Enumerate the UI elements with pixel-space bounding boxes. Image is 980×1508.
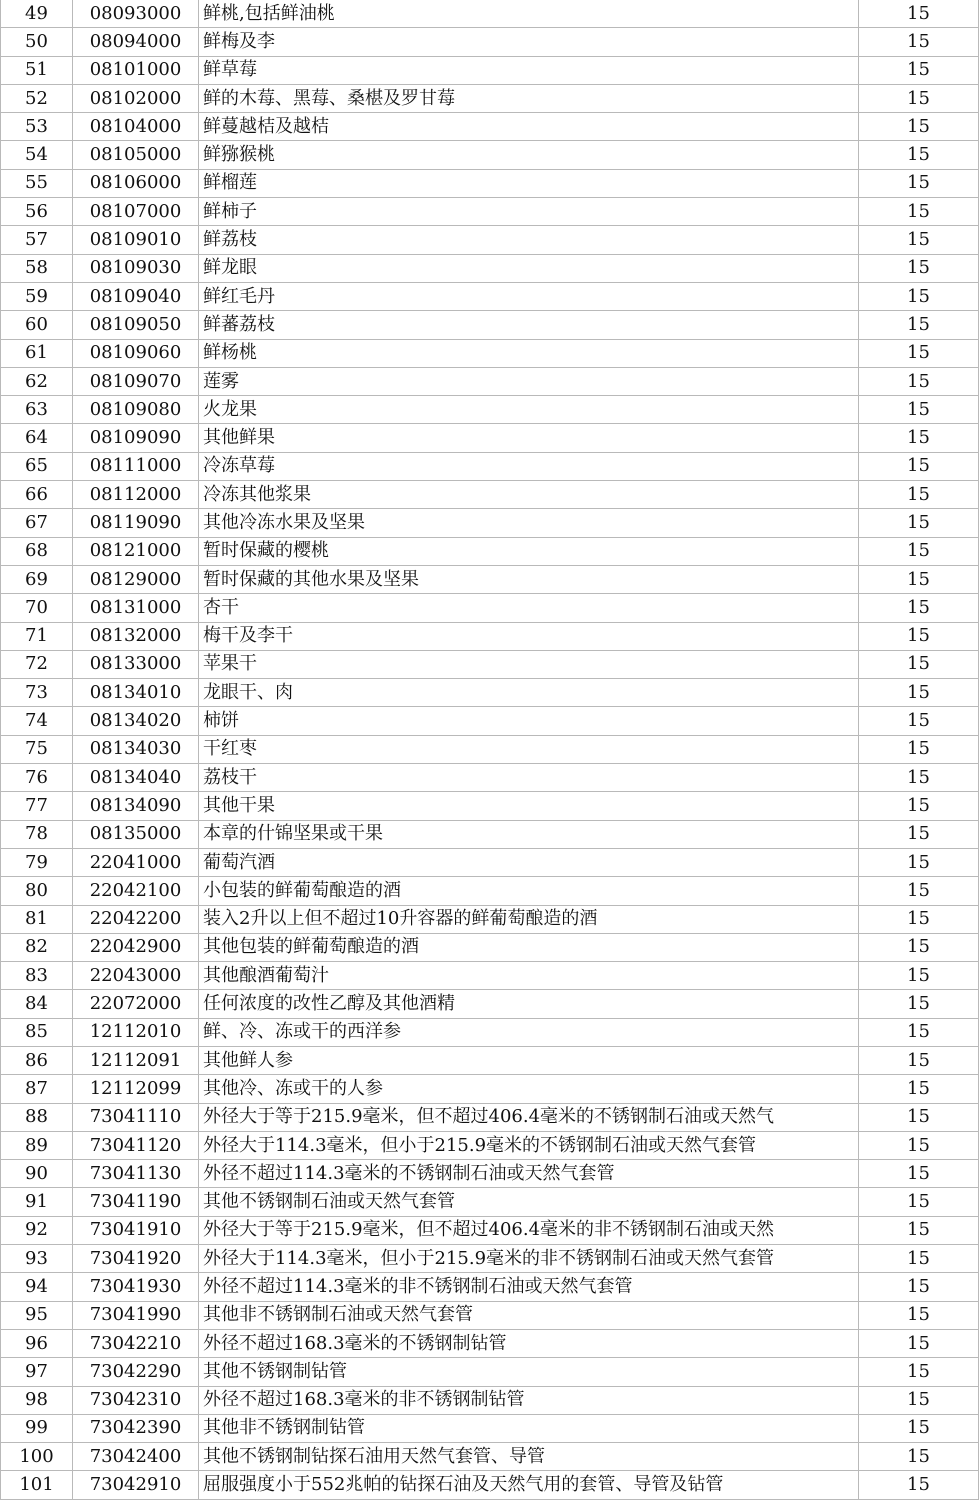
table-row xyxy=(1,650,979,678)
tariff-rate-cell: 15 xyxy=(859,1075,979,1103)
product-name-cell: 鲜柿子 xyxy=(199,198,859,226)
product-name-cell: 其他非不锈钢制石油或天然气套管 xyxy=(199,1301,859,1329)
row-number-cell: 88 xyxy=(1,1103,73,1131)
row-number-cell: 53 xyxy=(1,113,73,141)
tariff-rate-cell: 15 xyxy=(859,0,979,28)
hs-code-cell: 12112091 xyxy=(73,1046,199,1074)
product-name-cell: 其他鲜果 xyxy=(199,424,859,452)
row-number-cell: 90 xyxy=(1,1160,73,1188)
row-number-cell: 71 xyxy=(1,622,73,650)
table-row xyxy=(1,1358,979,1386)
row-number-cell: 84 xyxy=(1,990,73,1018)
product-name-cell: 龙眼干、肉 xyxy=(199,679,859,707)
tariff-rate-cell: 15 xyxy=(859,1245,979,1273)
row-number-cell: 77 xyxy=(1,792,73,820)
table-row xyxy=(1,764,979,792)
table-row xyxy=(1,594,979,622)
row-number-cell: 67 xyxy=(1,509,73,537)
tariff-rate-cell: 15 xyxy=(859,481,979,509)
hs-code-cell: 08134010 xyxy=(73,679,199,707)
tariff-rate-cell: 15 xyxy=(859,1471,979,1499)
table-row xyxy=(1,481,979,509)
row-number-cell: 55 xyxy=(1,169,73,197)
table-row xyxy=(1,113,979,141)
row-number-cell: 93 xyxy=(1,1245,73,1273)
row-number-cell: 74 xyxy=(1,707,73,735)
tariff-rate-cell: 15 xyxy=(859,28,979,56)
row-number-cell: 64 xyxy=(1,424,73,452)
hs-code-cell: 08132000 xyxy=(73,622,199,650)
tariff-rate-cell: 15 xyxy=(859,311,979,339)
product-name-cell: 其他鲜人参 xyxy=(199,1046,859,1074)
hs-code-cell: 73041920 xyxy=(73,1245,199,1273)
table-row xyxy=(1,226,979,254)
product-name-cell: 梅干及李干 xyxy=(199,622,859,650)
hs-code-cell: 08109040 xyxy=(73,282,199,310)
row-number-cell: 62 xyxy=(1,367,73,395)
row-number-cell: 69 xyxy=(1,565,73,593)
tariff-rate-cell: 15 xyxy=(859,141,979,169)
hs-code-cell: 08134030 xyxy=(73,735,199,763)
table-row xyxy=(1,1046,979,1074)
row-number-cell: 82 xyxy=(1,933,73,961)
hs-code-cell: 73041910 xyxy=(73,1216,199,1244)
hs-code-cell: 12112010 xyxy=(73,1018,199,1046)
hs-code-cell: 73042390 xyxy=(73,1414,199,1442)
row-number-cell: 97 xyxy=(1,1358,73,1386)
hs-code-cell: 22042200 xyxy=(73,905,199,933)
tariff-rate-cell: 15 xyxy=(859,848,979,876)
table-row xyxy=(1,1245,979,1273)
table-row xyxy=(1,509,979,537)
tariff-rate-cell: 15 xyxy=(859,1103,979,1131)
product-name-cell: 外径大于114.3毫米，但小于215.9毫米的非不锈钢制石油或天然气套管 xyxy=(199,1245,859,1273)
hs-code-cell: 08109010 xyxy=(73,226,199,254)
table-row xyxy=(1,254,979,282)
tariff-rate-cell: 15 xyxy=(859,367,979,395)
product-name-cell: 冷冻草莓 xyxy=(199,452,859,480)
hs-code-cell: 12112099 xyxy=(73,1075,199,1103)
row-number-cell: 66 xyxy=(1,481,73,509)
product-name-cell: 其他不锈钢制石油或天然气套管 xyxy=(199,1188,859,1216)
product-name-cell: 鲜桃,包括鲜油桃 xyxy=(199,0,859,28)
hs-code-cell: 08109050 xyxy=(73,311,199,339)
hs-code-cell: 73042290 xyxy=(73,1358,199,1386)
table-row xyxy=(1,933,979,961)
product-name-cell: 暂时保藏的樱桃 xyxy=(199,537,859,565)
row-number-cell: 98 xyxy=(1,1386,73,1414)
tariff-rate-cell: 15 xyxy=(859,1329,979,1357)
tariff-rate-cell: 15 xyxy=(859,1188,979,1216)
hs-code-cell: 08121000 xyxy=(73,537,199,565)
hs-code-cell: 08106000 xyxy=(73,169,199,197)
product-name-cell: 鲜榴莲 xyxy=(199,169,859,197)
table-row xyxy=(1,1075,979,1103)
hs-code-cell: 08109060 xyxy=(73,339,199,367)
tariff-rate-cell: 15 xyxy=(859,198,979,226)
product-name-cell: 外径不超过114.3毫米的非不锈钢制石油或天然气套管 xyxy=(199,1273,859,1301)
product-name-cell: 屈服强度小于552兆帕的钻探石油及天然气用的套管、导管及钻管 xyxy=(199,1471,859,1499)
tariff-rate-cell: 15 xyxy=(859,1046,979,1074)
tariff-rate-cell: 15 xyxy=(859,1301,979,1329)
hs-code-cell: 73042910 xyxy=(73,1471,199,1499)
table-row xyxy=(1,1018,979,1046)
row-number-cell: 70 xyxy=(1,594,73,622)
table-row xyxy=(1,1329,979,1357)
tariff-rate-cell: 15 xyxy=(859,792,979,820)
row-number-cell: 87 xyxy=(1,1075,73,1103)
hs-code-cell: 08104000 xyxy=(73,113,199,141)
product-name-cell: 其他非不锈钢制钻管 xyxy=(199,1414,859,1442)
table-row xyxy=(1,28,979,56)
hs-code-cell: 08119090 xyxy=(73,509,199,537)
tariff-rate-cell: 15 xyxy=(859,565,979,593)
hs-code-cell: 08101000 xyxy=(73,56,199,84)
hs-code-cell: 22042900 xyxy=(73,933,199,961)
tariff-rate-cell: 15 xyxy=(859,679,979,707)
row-number-cell: 65 xyxy=(1,452,73,480)
tariff-rate-cell: 15 xyxy=(859,820,979,848)
row-number-cell: 100 xyxy=(1,1443,73,1471)
tariff-rate-cell: 15 xyxy=(859,1273,979,1301)
product-name-cell: 鲜蔓越桔及越桔 xyxy=(199,113,859,141)
row-number-cell: 59 xyxy=(1,282,73,310)
row-number-cell: 95 xyxy=(1,1301,73,1329)
product-name-cell: 其他不锈钢制钻管 xyxy=(199,1358,859,1386)
product-name-cell: 鲜蕃荔枝 xyxy=(199,311,859,339)
product-name-cell: 鲜的木莓、黑莓、桑椹及罗甘莓 xyxy=(199,84,859,112)
product-name-cell: 鲜、冷、冻或干的西洋参 xyxy=(199,1018,859,1046)
hs-code-cell: 08112000 xyxy=(73,481,199,509)
table-row xyxy=(1,56,979,84)
hs-code-cell: 73041130 xyxy=(73,1160,199,1188)
hs-code-cell: 73041120 xyxy=(73,1131,199,1159)
row-number-cell: 68 xyxy=(1,537,73,565)
tariff-rate-cell: 15 xyxy=(859,764,979,792)
tariff-rate-cell: 15 xyxy=(859,226,979,254)
row-number-cell: 94 xyxy=(1,1273,73,1301)
row-number-cell: 49 xyxy=(1,0,73,28)
hs-code-cell: 08131000 xyxy=(73,594,199,622)
tariff-rate-cell: 15 xyxy=(859,339,979,367)
tariff-rate-cell: 15 xyxy=(859,594,979,622)
product-name-cell: 外径大于114.3毫米，但小于215.9毫米的不锈钢制石油或天然气套管 xyxy=(199,1131,859,1159)
tariff-rate-cell: 15 xyxy=(859,1386,979,1414)
row-number-cell: 91 xyxy=(1,1188,73,1216)
table-row xyxy=(1,735,979,763)
tariff-rate-cell: 15 xyxy=(859,1414,979,1442)
tariff-rate-cell: 15 xyxy=(859,537,979,565)
row-number-cell: 80 xyxy=(1,877,73,905)
product-name-cell: 莲雾 xyxy=(199,367,859,395)
tariff-rate-cell: 15 xyxy=(859,707,979,735)
row-number-cell: 85 xyxy=(1,1018,73,1046)
row-number-cell: 78 xyxy=(1,820,73,848)
row-number-cell: 60 xyxy=(1,311,73,339)
table-row xyxy=(1,84,979,112)
hs-code-cell: 73041190 xyxy=(73,1188,199,1216)
row-number-cell: 51 xyxy=(1,56,73,84)
tariff-rate-cell: 15 xyxy=(859,84,979,112)
row-number-cell: 89 xyxy=(1,1131,73,1159)
row-number-cell: 83 xyxy=(1,962,73,990)
table-row xyxy=(1,537,979,565)
table-row xyxy=(1,565,979,593)
hs-code-cell: 08105000 xyxy=(73,141,199,169)
product-name-cell: 外径不超过168.3毫米的不锈钢制钻管 xyxy=(199,1329,859,1357)
table-row xyxy=(1,282,979,310)
hs-code-cell: 73042210 xyxy=(73,1329,199,1357)
table-row xyxy=(1,848,979,876)
product-name-cell: 柿饼 xyxy=(199,707,859,735)
hs-code-cell: 08109080 xyxy=(73,396,199,424)
tariff-rate-cell: 15 xyxy=(859,452,979,480)
tariff-rate-cell: 15 xyxy=(859,1131,979,1159)
hs-code-cell: 08111000 xyxy=(73,452,199,480)
tariff-rate-cell: 15 xyxy=(859,1443,979,1471)
table-row xyxy=(1,1414,979,1442)
hs-code-cell: 08109070 xyxy=(73,367,199,395)
hs-code-cell: 08134040 xyxy=(73,764,199,792)
tariff-rate-cell: 15 xyxy=(859,169,979,197)
row-number-cell: 50 xyxy=(1,28,73,56)
table-row xyxy=(1,1188,979,1216)
tariff-rate-cell: 15 xyxy=(859,1160,979,1188)
hs-code-cell: 08134090 xyxy=(73,792,199,820)
product-name-cell: 杏干 xyxy=(199,594,859,622)
table-row xyxy=(1,1471,979,1499)
product-name-cell: 其他干果 xyxy=(199,792,859,820)
product-name-cell: 葡萄汽酒 xyxy=(199,848,859,876)
product-name-cell: 外径大于等于215.9毫米，但不超过406.4毫米的不锈钢制石油或天然气 xyxy=(199,1103,859,1131)
hs-code-cell: 22041000 xyxy=(73,848,199,876)
table-row xyxy=(1,962,979,990)
row-number-cell: 75 xyxy=(1,735,73,763)
table-row xyxy=(1,679,979,707)
tariff-rate-cell: 15 xyxy=(859,509,979,537)
table-row xyxy=(1,1386,979,1414)
table-row xyxy=(1,905,979,933)
tariff-rate-cell: 15 xyxy=(859,113,979,141)
table-row xyxy=(1,707,979,735)
table-row xyxy=(1,990,979,1018)
tariff-rate-cell: 15 xyxy=(859,735,979,763)
table-row xyxy=(1,198,979,226)
table-row xyxy=(1,820,979,848)
table-row xyxy=(1,141,979,169)
row-number-cell: 63 xyxy=(1,396,73,424)
tariff-rate-cell: 15 xyxy=(859,424,979,452)
product-name-cell: 鲜龙眼 xyxy=(199,254,859,282)
tariff-rate-cell: 15 xyxy=(859,1358,979,1386)
row-number-cell: 56 xyxy=(1,198,73,226)
hs-code-cell: 08109090 xyxy=(73,424,199,452)
hs-code-cell: 73041930 xyxy=(73,1273,199,1301)
product-name-cell: 本章的什锦坚果或干果 xyxy=(199,820,859,848)
product-name-cell: 外径大于等于215.9毫米，但不超过406.4毫米的非不锈钢制石油或天然 xyxy=(199,1216,859,1244)
hs-code-cell: 08107000 xyxy=(73,198,199,226)
product-name-cell: 冷冻其他浆果 xyxy=(199,481,859,509)
tariff-rate-cell: 15 xyxy=(859,622,979,650)
row-number-cell: 99 xyxy=(1,1414,73,1442)
tariff-rate-cell: 15 xyxy=(859,933,979,961)
row-number-cell: 86 xyxy=(1,1046,73,1074)
product-name-cell: 鲜杨桃 xyxy=(199,339,859,367)
table-row xyxy=(1,1216,979,1244)
product-name-cell: 其他包装的鲜葡萄酿造的酒 xyxy=(199,933,859,961)
table-row xyxy=(1,169,979,197)
hs-code-cell: 08134020 xyxy=(73,707,199,735)
product-name-cell: 暂时保藏的其他水果及坚果 xyxy=(199,565,859,593)
tariff-rate-cell: 15 xyxy=(859,962,979,990)
product-name-cell: 小包装的鲜葡萄酿造的酒 xyxy=(199,877,859,905)
product-name-cell: 鲜梅及李 xyxy=(199,28,859,56)
tariff-rate-cell: 15 xyxy=(859,1018,979,1046)
row-number-cell: 58 xyxy=(1,254,73,282)
table-row xyxy=(1,1103,979,1131)
row-number-cell: 96 xyxy=(1,1329,73,1357)
hs-code-cell: 73041110 xyxy=(73,1103,199,1131)
row-number-cell: 54 xyxy=(1,141,73,169)
tariff-rate-cell: 15 xyxy=(859,282,979,310)
hs-code-cell: 73042400 xyxy=(73,1443,199,1471)
row-number-cell: 81 xyxy=(1,905,73,933)
row-number-cell: 73 xyxy=(1,679,73,707)
product-name-cell: 荔枝干 xyxy=(199,764,859,792)
tariff-rate-cell: 15 xyxy=(859,254,979,282)
hs-code-cell: 08129000 xyxy=(73,565,199,593)
product-name-cell: 外径不超过114.3毫米的不锈钢制石油或天然气套管 xyxy=(199,1160,859,1188)
hs-code-cell: 22042100 xyxy=(73,877,199,905)
hs-code-cell: 08135000 xyxy=(73,820,199,848)
row-number-cell: 76 xyxy=(1,764,73,792)
product-name-cell: 其他不锈钢制钻探石油用天然气套管、导管 xyxy=(199,1443,859,1471)
table-row xyxy=(1,1160,979,1188)
tariff-rate-cell: 15 xyxy=(859,650,979,678)
product-name-cell: 其他冷、冻或干的人参 xyxy=(199,1075,859,1103)
table-row xyxy=(1,1443,979,1471)
product-name-cell: 鲜红毛丹 xyxy=(199,282,859,310)
row-number-cell: 72 xyxy=(1,650,73,678)
hs-code-cell: 08102000 xyxy=(73,84,199,112)
row-number-cell: 52 xyxy=(1,84,73,112)
product-name-cell: 鲜草莓 xyxy=(199,56,859,84)
row-number-cell: 57 xyxy=(1,226,73,254)
product-name-cell: 干红枣 xyxy=(199,735,859,763)
hs-code-cell: 22072000 xyxy=(73,990,199,1018)
table-row xyxy=(1,367,979,395)
hs-code-cell: 22043000 xyxy=(73,962,199,990)
table-row xyxy=(1,1131,979,1159)
tariff-table-body xyxy=(1,0,979,1499)
table-row xyxy=(1,1301,979,1329)
row-number-cell: 92 xyxy=(1,1216,73,1244)
row-number-cell: 101 xyxy=(1,1471,73,1499)
hs-code-cell: 73042310 xyxy=(73,1386,199,1414)
tariff-rate-cell: 15 xyxy=(859,877,979,905)
table-row xyxy=(1,424,979,452)
tariff-rate-cell: 15 xyxy=(859,396,979,424)
table-row xyxy=(1,339,979,367)
table-row xyxy=(1,452,979,480)
hs-code-cell: 08133000 xyxy=(73,650,199,678)
table-row xyxy=(1,877,979,905)
product-name-cell: 外径不超过168.3毫米的非不锈钢制钻管 xyxy=(199,1386,859,1414)
product-name-cell: 其他酿酒葡萄汁 xyxy=(199,962,859,990)
product-name-cell: 装入2升以上但不超过10升容器的鲜葡萄酿造的酒 xyxy=(199,905,859,933)
product-name-cell: 火龙果 xyxy=(199,396,859,424)
table-row xyxy=(1,1273,979,1301)
row-number-cell: 79 xyxy=(1,848,73,876)
product-name-cell: 其他冷冻水果及坚果 xyxy=(199,509,859,537)
hs-code-cell: 73041990 xyxy=(73,1301,199,1329)
table-row xyxy=(1,0,979,28)
tariff-rate-cell: 15 xyxy=(859,905,979,933)
row-number-cell: 61 xyxy=(1,339,73,367)
product-name-cell: 任何浓度的改性乙醇及其他酒精 xyxy=(199,990,859,1018)
tariff-rate-cell: 15 xyxy=(859,990,979,1018)
tariff-rate-cell: 15 xyxy=(859,1216,979,1244)
hs-code-cell: 08109030 xyxy=(73,254,199,282)
tariff-rate-cell: 15 xyxy=(859,56,979,84)
table-row xyxy=(1,396,979,424)
product-name-cell: 鲜荔枝 xyxy=(199,226,859,254)
table-row xyxy=(1,792,979,820)
product-name-cell: 鲜猕猴桃 xyxy=(199,141,859,169)
product-name-cell: 苹果干 xyxy=(199,650,859,678)
hs-code-cell: 08094000 xyxy=(73,28,199,56)
table-row xyxy=(1,622,979,650)
hs-code-cell: 08093000 xyxy=(73,0,199,28)
table-row xyxy=(1,311,979,339)
